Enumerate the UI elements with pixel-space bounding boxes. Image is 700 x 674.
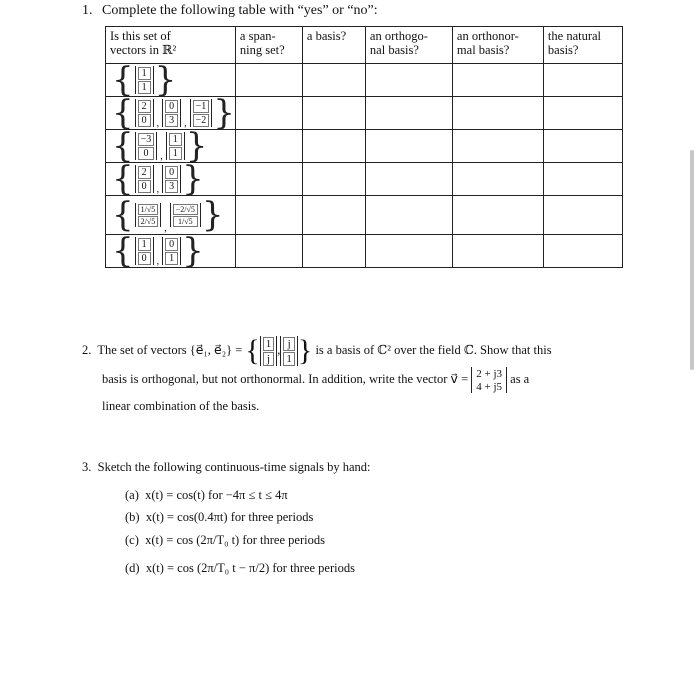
table-row	[106, 97, 623, 130]
question-2-text-e: linear combination of the basis.	[102, 399, 260, 414]
question-3-number: 3.	[82, 460, 92, 474]
answer-cell[interactable]	[452, 97, 543, 130]
answer-cell[interactable]	[302, 64, 365, 97]
answer-cell[interactable]	[365, 130, 452, 163]
answer-cell[interactable]	[235, 97, 302, 130]
basis-vector-2: $\frac{j}{1}$	[280, 336, 298, 366]
answer-cell[interactable]	[452, 130, 543, 163]
answer-cell[interactable]	[235, 130, 302, 163]
answer-cell[interactable]	[302, 163, 365, 196]
vector-set-cell: { −3 0 , 1 1 }	[106, 130, 236, 163]
question-2-number: 2.	[82, 342, 92, 357]
vector-v: 2 + j3 4 + j5	[471, 367, 507, 393]
answer-cell[interactable]	[452, 163, 543, 196]
answer-cell[interactable]	[543, 196, 622, 235]
column-vector: −2/√5 1/√5	[170, 203, 201, 227]
vector-set-cell: { 1 0 , 0 1 }	[106, 235, 236, 268]
answer-cell[interactable]	[452, 235, 543, 268]
answer-cell[interactable]	[235, 196, 302, 235]
answer-cell[interactable]	[543, 163, 622, 196]
header-basis: a basis?	[302, 27, 365, 64]
answer-cell[interactable]	[235, 64, 302, 97]
column-vector: 1 1	[166, 132, 185, 160]
question-3-prompt	[82, 460, 371, 475]
vector-set-cell: { 2 0 , 0 3 }	[106, 163, 236, 196]
column-vector: 2 0	[135, 165, 154, 193]
column-vector: −3 0	[135, 132, 158, 160]
table-row	[106, 235, 623, 268]
header-spanning-set: a span- ning set?	[235, 27, 302, 64]
answer-cell[interactable]	[543, 97, 622, 130]
table-row	[106, 130, 623, 163]
answer-cell[interactable]	[543, 130, 622, 163]
column-vector: 0 3	[162, 99, 181, 127]
vector-set-cell: { 2 0 , 0 3 , −1 −2 }	[106, 97, 236, 130]
column-vector: 0 3	[162, 165, 181, 193]
answer-cell[interactable]	[365, 196, 452, 235]
basis-vector-1: $\frac{1}{j}$	[260, 336, 278, 366]
answer-cell[interactable]	[302, 97, 365, 130]
table-row	[106, 196, 623, 235]
question-2	[82, 336, 642, 419]
question-3-item-a: (a) x(t) = cos(t) for −4π ≤ t ≤ 4π	[125, 488, 288, 502]
header-set-of-vectors: Is this set of vectors in ℝ²	[106, 27, 236, 64]
vector-set-cell: { 1 1 }	[106, 64, 236, 97]
column-vector: −1 −2	[190, 99, 213, 127]
question-3-text: Sketch the following continuous-time signals by hand:	[97, 460, 371, 474]
answer-cell[interactable]	[365, 64, 452, 97]
answer-cell[interactable]	[302, 235, 365, 268]
column-vector: 2 0	[135, 99, 154, 127]
question-2-text-a: The set of vectors {e⃗₁, e⃗₂} =	[97, 342, 243, 357]
question-2-line-2	[82, 366, 642, 393]
table-header-row	[106, 27, 623, 64]
answer-cell[interactable]	[452, 196, 543, 235]
table-row	[106, 163, 623, 196]
answer-cell[interactable]	[543, 64, 622, 97]
question-2-text-d: as a	[510, 372, 530, 386]
column-vector: 0 1	[162, 237, 181, 265]
answer-cell[interactable]	[235, 163, 302, 196]
question-2-line-3	[82, 393, 642, 419]
answer-cell[interactable]	[452, 64, 543, 97]
table-row	[106, 64, 623, 97]
vector-set-cell: { 1/√5 2/√5 , −2/√5 1/√5 }	[106, 196, 236, 235]
answer-cell[interactable]	[302, 130, 365, 163]
answer-cell[interactable]	[365, 235, 452, 268]
column-vector: 1 1	[135, 66, 154, 94]
answer-cell[interactable]	[235, 235, 302, 268]
question-3-item-c: (c) x(t) = cos (2π/T₀ t) for three periods	[125, 533, 325, 547]
header-natural-basis: the natural basis?	[543, 27, 622, 64]
answer-cell[interactable]	[543, 235, 622, 268]
question-2-line-1: 2. The set of vectors {e⃗₁, e⃗₂} = { $\frac{1}{j}$ , $\frac{j}{1}$ } is a basis of ℂ² over the field ℂ. Show that this	[82, 334, 552, 367]
vertical-scrollbar[interactable]	[690, 150, 694, 370]
answer-cell[interactable]	[302, 196, 365, 235]
column-vector: 1 0	[135, 237, 154, 265]
question-2-text-c: basis is orthogonal, but not orthonormal. In addition, write the vector v⃗ =	[102, 372, 469, 386]
question-3-item-d: (d) x(t) = cos (2π/T₀ t − π/2) for three periods	[125, 561, 355, 575]
answer-cell[interactable]	[365, 163, 452, 196]
header-orthonormal-basis: an orthonor- mal basis?	[452, 27, 543, 64]
question-3-item-b: (b) x(t) = cos(0.4πt) for three periods	[125, 510, 314, 524]
answer-cell[interactable]	[365, 97, 452, 130]
header-orthogonal-basis: an orthogo- nal basis?	[365, 27, 452, 64]
question-1-text: Complete the following table with “yes” or “no”:	[102, 3, 378, 18]
question-1-prompt	[82, 3, 378, 19]
question-2-text-b: is a basis of ℂ² over the field ℂ. Show that this	[315, 342, 552, 357]
question-1-number: 1.	[82, 3, 93, 18]
column-vector: 1/√5 2/√5	[135, 203, 162, 227]
answer-table	[105, 26, 623, 271]
